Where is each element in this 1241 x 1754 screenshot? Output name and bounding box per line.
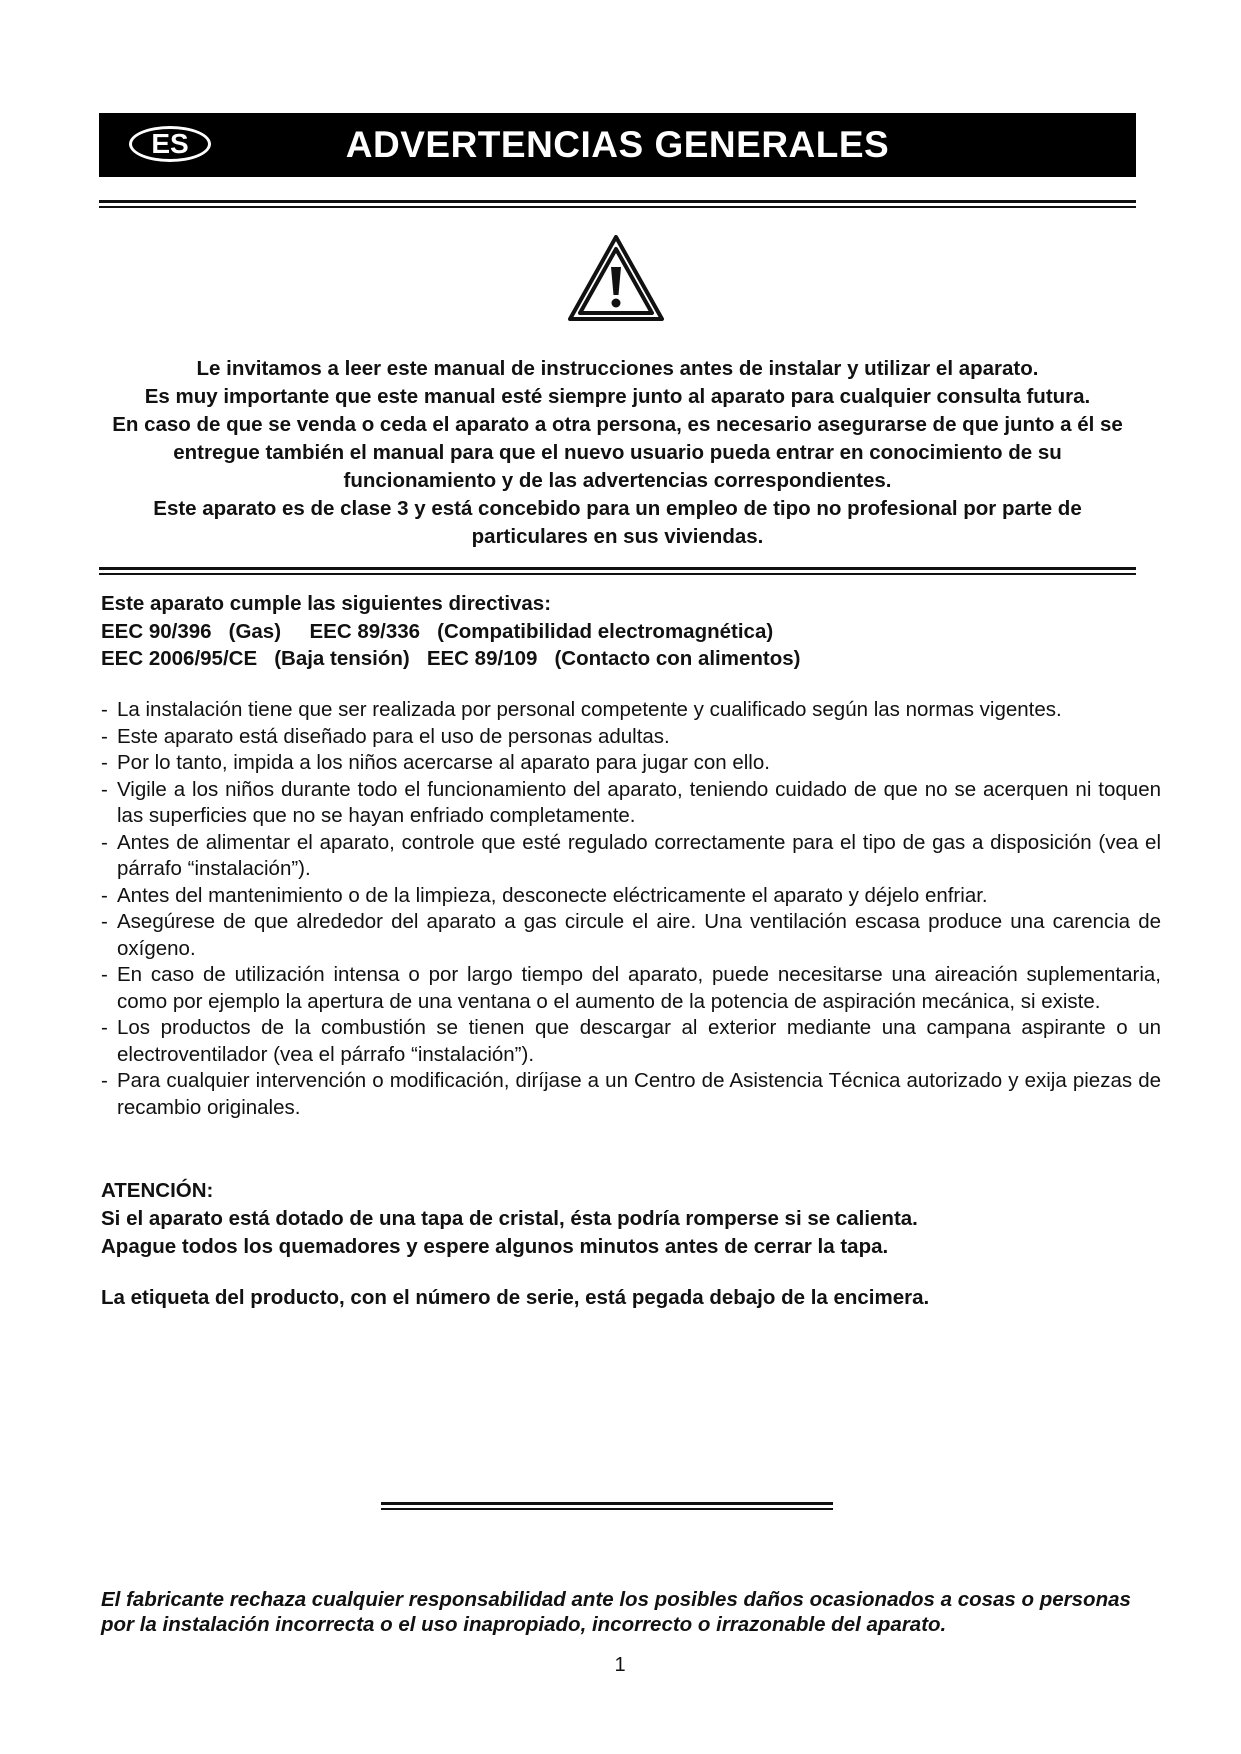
page-title: ADVERTENCIAS GENERALES <box>345 124 890 165</box>
divider-top <box>99 200 1136 208</box>
list-item: - Por lo tanto, impida a los niños acercarse al aparato para jugar con ello. <box>101 750 1161 777</box>
directives-heading: Este aparato cumple las siguientes directivas: <box>101 592 552 615</box>
directives-line: EEC 2006/95/CE (Baja tensión) EEC 89/109 (Contacto con alimentos) <box>101 647 801 670</box>
list-item: - Los productos de la combustión se tienen que descargar al exterior mediante una campana aspirante o un electroventilador (vea el párrafo “instalación”). <box>101 1015 1161 1068</box>
language-badge: ES <box>129 126 211 162</box>
directives-line: EEC 90/396 (Gas) EEC 89/336 (Compatibilidad electromagnética) <box>101 619 774 643</box>
intro-line: Es muy importante que este manual esté siempre junto al aparato para cualquier consulta futura. <box>144 385 1091 408</box>
list-item: - Vigile a los niños durante todo el funcionamiento del aparato, teniendo cuidado de que no se acerquen ni toquen las superficies que no se hayan enfriado completamente. <box>101 777 1161 830</box>
attention-line: Apague todos los quemadores y espere algunos minutos antes de cerrar la tapa. <box>101 1235 889 1258</box>
intro-text <box>99 355 1136 551</box>
list-item: - Antes de alimentar el aparato, controle que esté regulado correctamente para el tipo de gas a disposición (vea el párrafo “instalación”). <box>101 830 1161 883</box>
warning-triangle-icon <box>566 233 666 323</box>
disclaimer: El fabricante rechaza cualquier responsabilidad ante los posibles daños ocasionados a cosas o personas por la instalación incorrecta o el uso inapropiado, incorrecto o irrazonable del aparato. <box>101 1588 1131 1636</box>
warnings-list <box>101 697 1161 1121</box>
divider-bottom <box>381 1502 833 1510</box>
label-note: La etiqueta del producto, con el número de serie, está pegada debajo de la encimera. <box>101 1286 930 1309</box>
attention-line: Si el aparato está dotado de una tapa de cristal, ésta podría romperse si se calienta. <box>101 1207 918 1230</box>
header-bar <box>99 113 1136 177</box>
list-item: - Asegúrese de que alrededor del aparato a gas circule el aire. Una ventilación escasa produce una carencia de oxígeno. <box>101 909 1161 962</box>
list-item: - La instalación tiene que ser realizada por personal competente y cualificado según las normas vigentes. <box>101 697 1161 724</box>
list-item: - Este aparato está diseñado para el uso de personas adultas. <box>101 724 1161 751</box>
page-number: 1 <box>614 1654 626 1676</box>
attention-block <box>101 1177 1131 1261</box>
divider-middle <box>99 567 1136 575</box>
intro-line: En caso de que se venda o ceda el aparato a otra persona, es necesario asegurarse de que junto a él se entregue también el manual para que el nuevo usuario pueda entrar en conocimiento de su funcionamiento y de las advertencias correspondientes. <box>112 413 1123 492</box>
list-item: - Antes del mantenimiento o de la limpieza, desconecte eléctricamente el aparato y déjelo enfriar. <box>101 883 1161 910</box>
directives-block <box>101 590 1131 673</box>
intro-line: Le invitamos a leer este manual de instrucciones antes de instalar y utilizar el aparato. <box>196 357 1039 380</box>
list-item: - Para cualquier intervención o modificación, diríjase a un Centro de Asistencia Técnica autorizado y exija piezas de recambio originales. <box>101 1068 1161 1121</box>
attention-heading: ATENCIÓN: <box>101 1179 214 1202</box>
list-item: - En caso de utilización intensa o por largo tiempo del aparato, puede necesitarse una aireación suplementaria, como por ejemplo la apertura de una ventana o el aumento de la potencia de aspiración mecánica, si existe. <box>101 962 1161 1015</box>
intro-line: Este aparato es de clase 3 y está concebido para un empleo de tipo no profesional por parte de particulares en sus viviendas. <box>153 497 1082 548</box>
